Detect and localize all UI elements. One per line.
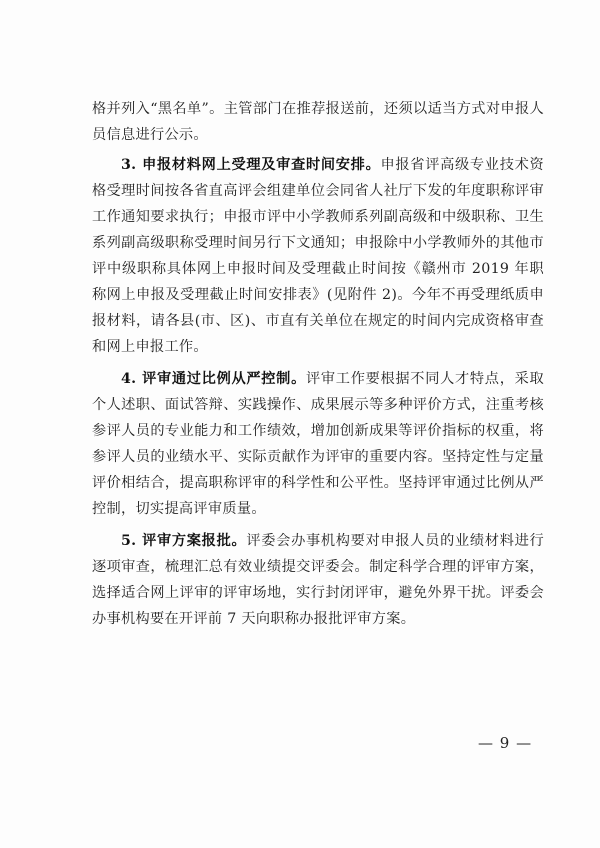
paragraph-text: 格并列入“黑名单”。主管部门在推荐报送前，还须以适当方式对申报人员信息进行公示。 xyxy=(92,101,544,143)
section-4-text: 评审工作要根据不同人才特点，采取个人述职、面试答辩、实践操作、成果展示等多种评价方式，注重考核参评人员的专业能力和工作绩效，增加创新成果等评价指标的权重，将参评人员的业绩水平、实际贡献作为评审的重要内容。坚持定性与定量评价相结合，提高职称评审的科学性和公平性。坚持评审通过比例从严控制，切实提高评审质量。 xyxy=(92,371,544,517)
section-3-text: 申报省评高级专业技术资格受理时间按各省直高评会组建单位会同省人社厅下发的年度职称评审工作通知要求执行；申报市评中小学教师系列副高级和中级职称、卫生系列副高级职称受理时间另行下文通知；申报除中小学教师外的其他市评中级职称具体网上申报时间及受理截止时间按《赣州市 2019 年职称网上申报及受理截止时间安排表》(见附件 2)。今年不再受理纸质申报材料，请各县(市、区)、市直有关单位在规定的时间内完成资格审查和网上申报工作。 xyxy=(92,157,545,355)
section-5-text: 评委会办事机构要对申报人员的业绩材料进行逐项审查，梳理汇总有效业绩提交评委会。制定科学合理的评审方案，选择适合网上评审的评审场地，实行封闭评审，避免外界干扰。评委会办事机构要在开评前 7 天向职称办报批评审方案。 xyxy=(92,533,544,627)
page-number: — 9 — xyxy=(478,734,533,752)
paragraph-continuation xyxy=(92,96,544,148)
paragraph-section-4 xyxy=(92,366,544,522)
section-4-heading: 4. 评审通过比例从严控制。 xyxy=(121,371,306,387)
document-body xyxy=(92,96,544,632)
paragraph-section-5 xyxy=(92,528,544,632)
section-5-heading: 5. 评审方案报批。 xyxy=(121,533,247,549)
section-3-heading: 3. 申报材料网上受理及审查时间安排。 xyxy=(121,157,381,173)
paragraph-section-3 xyxy=(92,152,544,360)
